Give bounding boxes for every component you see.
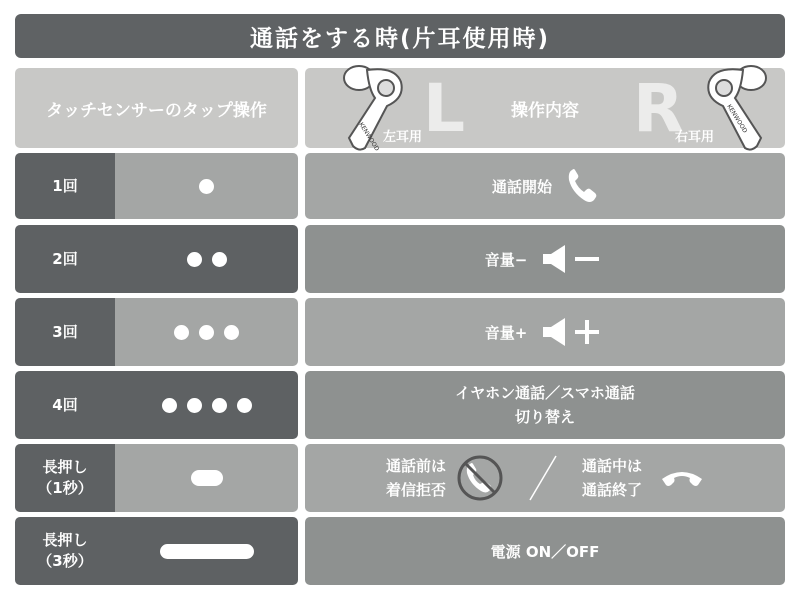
tap-dot (174, 325, 189, 340)
row-label-4: 4回 (15, 371, 115, 439)
tap-operation-header: タッチセンサーのタップ操作 (15, 68, 298, 148)
svg-text:KENWOOD: KENWOOD (725, 103, 749, 135)
operation-content-header (305, 68, 785, 152)
action-text-4-line2: 切り替え (514, 408, 575, 426)
row-label-3: 3回 (15, 298, 115, 366)
hang-up-icon (660, 467, 704, 489)
tap-dot (224, 325, 239, 340)
tap-dot (212, 252, 227, 267)
action-5b-line2: 通話終了 (582, 481, 643, 499)
operation-content-label: 操作内容 (511, 100, 579, 121)
separator-slash (528, 454, 558, 502)
tap-pattern-4 (115, 371, 298, 439)
tap-pattern-2 (115, 225, 298, 293)
action-text-4-line1: イヤホン通話／スマホ通話 (455, 384, 635, 402)
row-label-5-line2: （1秒） (37, 479, 93, 497)
tap-dot (199, 179, 214, 194)
tap-dot (212, 398, 227, 413)
action-cell-1 (305, 153, 785, 219)
svg-text:KENWOOD: KENWOOD (357, 121, 381, 152)
tap-pattern-1 (115, 153, 298, 219)
action-5a-line1: 通話前は (385, 457, 446, 475)
action-cell-6 (305, 517, 785, 585)
row-label-6 (15, 517, 115, 585)
tap-pattern-3 (115, 298, 298, 366)
tap-dot (199, 325, 214, 340)
action-text-1: 通話開始 (491, 177, 552, 196)
phone-icon (566, 168, 598, 204)
long-press-bar (160, 544, 254, 559)
action-text-6: 電源 ON／OFF (490, 542, 600, 561)
action-cell-2 (305, 225, 785, 293)
action-cell-3 (305, 298, 785, 366)
row-label-1: 1回 (15, 153, 115, 219)
action-5b-line1: 通話中は (582, 457, 643, 475)
row-label-5-line1: 長押し (42, 458, 88, 476)
short-press-bar (191, 470, 223, 486)
row-label-6-line1: 長押し (42, 531, 88, 549)
tap-dot (162, 398, 177, 413)
action-5a-line2: 着信拒否 (385, 481, 446, 499)
tap-dot (187, 398, 202, 413)
action-cell-4 (305, 371, 785, 439)
tap-pattern-5 (115, 444, 298, 512)
row-label-5 (15, 444, 115, 512)
speaker-plus-icon (541, 317, 605, 347)
action-cell-5 (305, 444, 785, 512)
right-ear-label: 右耳用 (675, 130, 715, 145)
row-label-2: 2回 (15, 225, 115, 293)
left-ear-label: 左耳用 (383, 130, 423, 145)
speaker-minus-icon (541, 244, 605, 274)
right-earbud-icon (699, 64, 771, 152)
letter-r: R (633, 70, 684, 147)
row-label-6-line2: （3秒） (37, 552, 93, 570)
action-text-3: 音量+ (484, 323, 528, 342)
action-text-2: 音量− (484, 250, 528, 269)
tap-dot (237, 398, 252, 413)
page-title: 通話をする時(片耳使用時) (15, 14, 785, 58)
reject-call-icon (456, 454, 504, 502)
tap-pattern-6 (115, 517, 298, 585)
tap-dot (187, 252, 202, 267)
letter-l: L (423, 70, 466, 147)
